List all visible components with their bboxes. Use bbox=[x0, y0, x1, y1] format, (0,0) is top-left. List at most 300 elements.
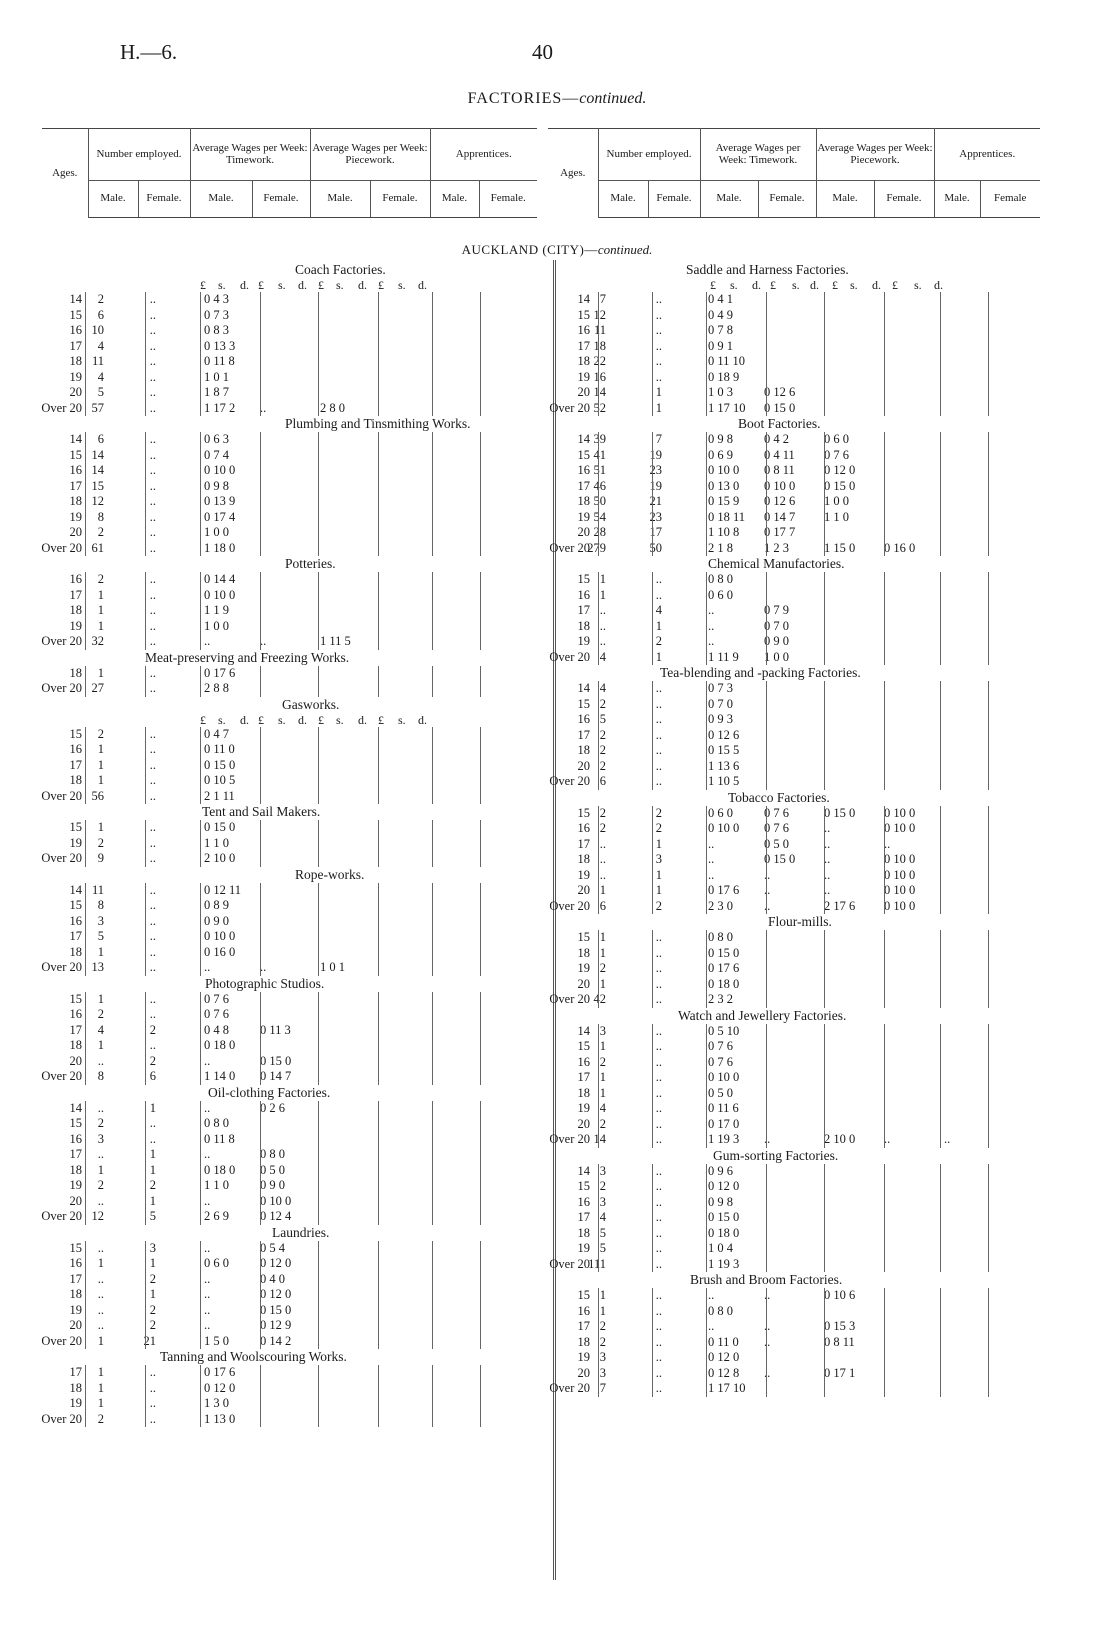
column-rule bbox=[432, 1365, 433, 1427]
timework-male-cell: 0 10 0 bbox=[708, 463, 740, 477]
table-row bbox=[548, 1381, 1044, 1397]
column-rule bbox=[824, 1288, 825, 1397]
table-row bbox=[40, 572, 540, 588]
timework-male-cell: 2 1 11 bbox=[204, 788, 235, 803]
table-row bbox=[40, 758, 540, 774]
column-rule bbox=[884, 292, 885, 416]
apprentice-male-cell: .. bbox=[944, 1132, 951, 1146]
piecework-male-cell: 2 10 0 bbox=[824, 1132, 856, 1146]
piecework-male-cell: 0 17 1 bbox=[824, 1365, 856, 1380]
age-cell: Over 20 bbox=[549, 400, 590, 415]
column-rule bbox=[940, 1164, 941, 1273]
page-title-cont: continued. bbox=[579, 90, 647, 107]
table-row bbox=[548, 992, 1044, 1008]
timework-male-cell: .. bbox=[204, 1302, 211, 1317]
table-row bbox=[548, 806, 1044, 822]
table-row bbox=[548, 1319, 1044, 1335]
female-count-cell: .. bbox=[655, 307, 662, 322]
factory-section bbox=[40, 556, 540, 650]
timework-male-cell: 1 1 9 bbox=[204, 603, 229, 617]
page-title-main: FACTORIES— bbox=[467, 90, 580, 107]
female-count-cell: .. bbox=[149, 681, 156, 695]
female-count-cell: .. bbox=[149, 478, 156, 493]
column-rule bbox=[652, 432, 653, 556]
table-row bbox=[40, 1396, 540, 1412]
timework-male-cell: 2 3 0 bbox=[708, 898, 733, 913]
column-rule bbox=[432, 883, 433, 976]
age-cell: 15 bbox=[69, 1116, 82, 1130]
timework-male-cell: 0 12 0 bbox=[708, 1350, 740, 1364]
table-row bbox=[548, 1101, 1044, 1117]
age-cell: 18 bbox=[577, 354, 590, 368]
timework-male-cell: 0 11 8 bbox=[204, 354, 235, 368]
timework-male-cell: .. bbox=[204, 1100, 211, 1115]
timework-male-cell: .. bbox=[708, 618, 715, 633]
table-row bbox=[548, 401, 1044, 417]
female-count-cell: .. bbox=[149, 726, 156, 741]
column-rule bbox=[480, 1101, 481, 1225]
male-count-cell: 22 bbox=[593, 354, 606, 368]
age-cell: 20 bbox=[577, 883, 590, 897]
column-rule bbox=[200, 1101, 201, 1225]
female-count-cell: .. bbox=[149, 1380, 156, 1395]
male-count-cell: .. bbox=[599, 603, 606, 617]
table-row bbox=[40, 525, 540, 541]
female-count-cell: .. bbox=[655, 1319, 662, 1333]
column-rule bbox=[85, 1101, 86, 1225]
male-count-cell: 2 bbox=[97, 1178, 104, 1192]
age-cell: 17 bbox=[577, 836, 590, 851]
timework-male-cell: 0 18 0 bbox=[204, 1162, 236, 1177]
age-cell: 19 bbox=[577, 634, 590, 648]
table-row bbox=[40, 773, 540, 789]
column-rule bbox=[652, 1024, 653, 1148]
age-cell: 17 bbox=[577, 603, 590, 617]
timework-female-cell: .. bbox=[764, 1288, 771, 1302]
age-cell: 16 bbox=[577, 1054, 590, 1069]
table-row bbox=[40, 1256, 540, 1272]
column-rule bbox=[598, 1288, 599, 1397]
age-cell: 19 bbox=[577, 867, 590, 882]
table-row bbox=[548, 1366, 1044, 1382]
female-count-cell: .. bbox=[655, 587, 662, 602]
lsd-unit: £ bbox=[318, 278, 324, 292]
table-row bbox=[548, 821, 1044, 837]
timework-male-cell: 2 10 0 bbox=[204, 851, 236, 865]
age-cell: 20 bbox=[577, 976, 590, 991]
lsd-unit: £ bbox=[318, 712, 324, 727]
table-row bbox=[548, 977, 1044, 993]
column-rule bbox=[824, 930, 825, 1008]
female-count-cell: .. bbox=[655, 1256, 662, 1271]
timework-male-cell: 0 8 0 bbox=[708, 930, 733, 944]
table-row bbox=[548, 883, 1044, 899]
column-rule bbox=[200, 572, 201, 650]
table-row bbox=[40, 1272, 540, 1288]
age-cell: Over 20 bbox=[41, 1209, 82, 1223]
timework-male-cell: 0 18 0 bbox=[708, 1225, 740, 1240]
column-header-left bbox=[42, 128, 537, 218]
column-rule bbox=[432, 666, 433, 697]
factory-section bbox=[548, 556, 1044, 665]
female-count-cell: 23 bbox=[649, 463, 662, 477]
male-count-cell: 1 bbox=[599, 930, 606, 944]
factory-section bbox=[548, 416, 1044, 556]
timework-male-cell: 0 6 3 bbox=[204, 432, 229, 446]
timework-male-cell: 0 10 0 bbox=[708, 821, 740, 835]
female-count-cell: .. bbox=[149, 1007, 156, 1021]
age-cell: 20 bbox=[577, 758, 590, 773]
timework-male-cell: .. bbox=[708, 852, 715, 866]
column-rule bbox=[378, 1101, 379, 1225]
report-code: H.—6. bbox=[120, 40, 178, 64]
lsd-unit: £ bbox=[378, 712, 384, 727]
table-row bbox=[548, 1195, 1044, 1211]
age-cell: 19 bbox=[69, 369, 82, 384]
column-rule bbox=[706, 681, 707, 790]
table-row bbox=[40, 1303, 540, 1319]
column-rule bbox=[988, 1288, 989, 1397]
column-rule bbox=[260, 1241, 261, 1350]
age-cell: 19 bbox=[69, 1302, 82, 1317]
timework-male-cell: 1 11 9 bbox=[708, 649, 739, 664]
piecework-male-cell: .. bbox=[824, 852, 831, 866]
female-count-cell: .. bbox=[149, 991, 156, 1006]
male-count-cell: 16 bbox=[593, 369, 606, 384]
age-cell: 19 bbox=[577, 961, 590, 975]
age-cell: 16 bbox=[69, 1131, 82, 1146]
male-count-cell: 14 bbox=[91, 447, 104, 462]
female-count-cell: .. bbox=[655, 1303, 662, 1318]
header-apprentices: Apprentices. bbox=[934, 129, 1040, 181]
column-rule bbox=[480, 727, 481, 805]
female-count-cell: .. bbox=[655, 743, 662, 757]
column-rule bbox=[378, 432, 379, 556]
lsd-unit: £ bbox=[378, 278, 384, 292]
factory-section bbox=[40, 416, 540, 556]
female-count-cell: .. bbox=[149, 1131, 156, 1146]
timework-male-cell: 0 17 6 bbox=[708, 961, 740, 975]
section-title: Plumbing and Tinsmithing Works. bbox=[285, 416, 471, 431]
column-rule bbox=[766, 1164, 767, 1273]
male-count-cell: 5 bbox=[97, 385, 104, 399]
piecework-female-cell: .. bbox=[884, 836, 891, 851]
timework-male-cell: 0 9 8 bbox=[708, 1194, 733, 1209]
female-count-cell: .. bbox=[149, 1365, 156, 1379]
table-row bbox=[548, 603, 1044, 619]
column-rule bbox=[988, 1024, 989, 1148]
male-count-cell: 1 bbox=[97, 587, 104, 602]
age-cell: 17 bbox=[577, 1319, 590, 1333]
timework-male-cell: 1 19 3 bbox=[708, 1132, 740, 1146]
age-cell: 18 bbox=[69, 665, 82, 680]
city-cont: continued. bbox=[597, 242, 653, 257]
factory-section bbox=[40, 650, 540, 697]
male-count-cell: 8 bbox=[97, 1069, 104, 1083]
table-row bbox=[548, 385, 1044, 401]
female-count-cell: .. bbox=[655, 1288, 662, 1302]
column-rule bbox=[200, 666, 201, 697]
male-count-cell: 1 bbox=[599, 587, 606, 602]
column-rule bbox=[884, 1164, 885, 1273]
column-rule bbox=[200, 820, 201, 867]
female-count-cell: .. bbox=[149, 603, 156, 617]
male-count-cell: 2 bbox=[599, 1319, 606, 1333]
column-rule bbox=[706, 1288, 707, 1397]
piecework-male-cell: 1 11 5 bbox=[320, 634, 351, 648]
male-count-cell: 1 bbox=[97, 1333, 104, 1348]
column-rule bbox=[988, 681, 989, 790]
table-row bbox=[548, 712, 1044, 728]
column-rule bbox=[378, 666, 379, 697]
male-count-cell: 1 bbox=[97, 1396, 104, 1410]
table-row bbox=[40, 1023, 540, 1039]
piecework-male-cell: .. bbox=[824, 821, 831, 835]
column-rule bbox=[884, 806, 885, 915]
female-count-cell: .. bbox=[149, 835, 156, 850]
female-count-cell: .. bbox=[655, 930, 662, 944]
lsd-unit: d. bbox=[358, 712, 367, 727]
header-female: Female. bbox=[252, 180, 310, 217]
header-male: Male. bbox=[190, 180, 252, 217]
male-count-cell: .. bbox=[599, 852, 606, 866]
piecework-male-cell: 1 0 0 bbox=[824, 494, 849, 508]
column-rule bbox=[988, 572, 989, 665]
table-row bbox=[40, 401, 540, 417]
age-cell: 16 bbox=[577, 1303, 590, 1318]
column-rule bbox=[145, 1101, 146, 1225]
male-count-cell: 14 bbox=[593, 1132, 606, 1146]
column-rule bbox=[824, 681, 825, 790]
factory-section bbox=[548, 790, 1044, 915]
age-cell: 20 bbox=[69, 1318, 82, 1332]
age-cell: 18 bbox=[577, 852, 590, 866]
timework-female-cell: 0 15 0 bbox=[764, 852, 796, 866]
timework-male-cell: 0 5 10 bbox=[708, 1023, 740, 1038]
lsd-unit: £ bbox=[770, 278, 776, 292]
lsd-unit: d. bbox=[240, 712, 249, 727]
timework-male-cell: .. bbox=[708, 634, 715, 648]
male-count-cell: 4 bbox=[599, 649, 606, 664]
male-count-cell: 2 bbox=[599, 1116, 606, 1131]
header-piecework: Average Wages per Week: Piecework. bbox=[816, 129, 934, 181]
column-rule bbox=[432, 820, 433, 867]
female-count-cell: 2 bbox=[149, 1178, 156, 1192]
female-count-cell: .. bbox=[655, 1241, 662, 1255]
timework-female-cell: 0 14 2 bbox=[260, 1333, 292, 1348]
timework-female-cell: 0 7 6 bbox=[764, 821, 789, 835]
section-rows bbox=[548, 806, 1044, 915]
timework-male-cell: 0 6 0 bbox=[708, 587, 733, 602]
table-row bbox=[548, 681, 1044, 697]
column-rule bbox=[652, 292, 653, 416]
section-rows bbox=[40, 572, 540, 650]
male-count-cell: 11 bbox=[91, 882, 104, 897]
table-row bbox=[40, 634, 540, 650]
table-row bbox=[40, 1287, 540, 1303]
female-count-cell: 2 bbox=[149, 1318, 156, 1332]
piecework-male-cell: 0 6 0 bbox=[824, 432, 849, 446]
column-rule bbox=[200, 992, 201, 1085]
female-count-cell: .. bbox=[655, 1039, 662, 1053]
column-rule bbox=[432, 727, 433, 805]
column-rule bbox=[706, 432, 707, 556]
table-row bbox=[548, 1164, 1044, 1180]
timework-male-cell: 1 0 1 bbox=[204, 369, 229, 384]
timework-male-cell: 0 16 0 bbox=[204, 944, 236, 959]
female-count-cell: .. bbox=[149, 400, 156, 415]
column-rule bbox=[824, 572, 825, 665]
timework-male-cell: 1 10 5 bbox=[708, 774, 740, 788]
column-rule bbox=[378, 292, 379, 416]
female-count-cell: 5 bbox=[149, 1209, 156, 1223]
column-rule bbox=[432, 572, 433, 650]
age-cell: 14 bbox=[577, 1023, 590, 1038]
piecework-female-cell: 0 10 0 bbox=[884, 883, 916, 897]
table-row bbox=[548, 1070, 1044, 1086]
age-cell: Over 20 bbox=[41, 960, 82, 974]
male-count-cell: 1 bbox=[97, 820, 104, 834]
male-count-cell: 2 bbox=[599, 1179, 606, 1193]
column-rule bbox=[200, 432, 201, 556]
piecework-female-cell: 0 10 0 bbox=[884, 898, 916, 913]
timework-female-cell: .. bbox=[764, 1319, 771, 1333]
female-count-cell: .. bbox=[655, 1194, 662, 1209]
timework-female-cell: .. bbox=[764, 898, 771, 913]
column-rule bbox=[766, 681, 767, 790]
lsd-unit: £ bbox=[200, 712, 206, 727]
timework-male-cell: 0 12 6 bbox=[708, 727, 740, 742]
header-female: Female. bbox=[874, 180, 934, 217]
timework-female-cell: .. bbox=[260, 634, 267, 648]
timework-male-cell: 1 0 4 bbox=[708, 1241, 733, 1255]
male-count-cell: 1 bbox=[599, 1070, 606, 1084]
female-count-cell: .. bbox=[149, 898, 156, 912]
female-count-cell: .. bbox=[149, 1411, 156, 1426]
factory-section bbox=[548, 665, 1044, 790]
timework-male-cell: 1 3 0 bbox=[204, 1396, 229, 1410]
column-rule bbox=[145, 992, 146, 1085]
timework-male-cell: 0 4 1 bbox=[708, 292, 733, 306]
male-count-cell: 4 bbox=[97, 369, 104, 384]
piecework-male-cell: 2 17 6 bbox=[824, 898, 856, 913]
column-rule bbox=[598, 1164, 599, 1273]
timework-male-cell: 1 5 0 bbox=[204, 1333, 229, 1348]
female-count-cell: .. bbox=[149, 385, 156, 399]
female-count-cell: .. bbox=[149, 525, 156, 539]
timework-female-cell: 0 11 3 bbox=[260, 1022, 291, 1037]
section-title: Chemical Manufactories. bbox=[708, 556, 845, 571]
female-count-cell: .. bbox=[149, 851, 156, 865]
female-count-cell: 1 bbox=[655, 883, 662, 897]
age-cell: 14 bbox=[577, 292, 590, 306]
age-cell: 19 bbox=[577, 1101, 590, 1115]
column-rule bbox=[145, 666, 146, 697]
column-rule bbox=[884, 432, 885, 556]
column-rule bbox=[85, 820, 86, 867]
age-cell: 15 bbox=[69, 447, 82, 462]
table-row bbox=[40, 1334, 540, 1350]
female-count-cell: .. bbox=[149, 757, 156, 772]
table-row bbox=[40, 354, 540, 370]
column-rule bbox=[200, 1241, 201, 1350]
header-male: Male. bbox=[816, 180, 874, 217]
female-count-cell: .. bbox=[149, 634, 156, 648]
male-count-cell: 2 bbox=[599, 758, 606, 773]
column-rule bbox=[318, 883, 319, 976]
timework-male-cell: 0 8 0 bbox=[204, 1116, 229, 1130]
female-count-cell: .. bbox=[149, 509, 156, 524]
lsd-unit: s. bbox=[336, 278, 344, 292]
timework-female-cell: 0 9 0 bbox=[260, 1178, 285, 1192]
female-count-cell: .. bbox=[149, 540, 156, 555]
female-count-cell: 2 bbox=[149, 1053, 156, 1068]
timework-female-cell: 0 7 6 bbox=[764, 805, 789, 820]
column-rule bbox=[318, 1241, 319, 1350]
male-count-cell: 2 bbox=[97, 726, 104, 741]
age-cell: 16 bbox=[69, 572, 82, 586]
age-cell: 15 bbox=[69, 1240, 82, 1255]
column-rule bbox=[884, 930, 885, 1008]
timework-male-cell: 0 10 5 bbox=[204, 773, 236, 787]
age-cell: 16 bbox=[577, 821, 590, 835]
age-cell: 18 bbox=[69, 1038, 82, 1052]
section-title: Tobacco Factories. bbox=[728, 789, 830, 805]
table-row bbox=[40, 1241, 540, 1257]
age-cell: 17 bbox=[577, 1070, 590, 1084]
age-cell: 20 bbox=[577, 1116, 590, 1131]
column-rule bbox=[988, 292, 989, 416]
column-rule bbox=[432, 292, 433, 416]
column-rule bbox=[318, 1365, 319, 1427]
timework-male-cell: 0 11 10 bbox=[708, 354, 746, 368]
column-rule bbox=[824, 806, 825, 915]
male-count-cell: 7 bbox=[599, 292, 606, 306]
piecework-male-cell: .. bbox=[824, 867, 831, 882]
piecework-male-cell: 2 8 0 bbox=[320, 400, 345, 415]
timework-male-cell: 1 17 10 bbox=[708, 400, 746, 415]
column-rule bbox=[200, 1365, 201, 1427]
female-count-cell: .. bbox=[149, 587, 156, 602]
city-heading bbox=[0, 242, 1114, 258]
male-count-cell: 1 bbox=[97, 1038, 104, 1052]
age-cell: 15 bbox=[577, 1179, 590, 1193]
column-rule bbox=[145, 432, 146, 556]
column-rule bbox=[480, 572, 481, 650]
male-count-cell: 1 bbox=[599, 1303, 606, 1318]
column-rule bbox=[200, 727, 201, 805]
section-title: Meat-preserving and Freezing Works. bbox=[145, 649, 350, 665]
male-count-cell: 1 bbox=[97, 1380, 104, 1395]
age-cell: 16 bbox=[69, 323, 82, 337]
section-rows bbox=[40, 992, 540, 1085]
age-cell: 17 bbox=[69, 1271, 82, 1286]
timework-male-cell: 0 9 3 bbox=[708, 712, 733, 726]
table-row bbox=[40, 960, 540, 976]
age-cell: 15 bbox=[69, 898, 82, 912]
header-ages: Ages. bbox=[42, 129, 88, 218]
timework-female-cell: .. bbox=[764, 883, 771, 897]
age-cell: 20 bbox=[577, 385, 590, 399]
column-rule bbox=[480, 1365, 481, 1427]
female-count-cell: 6 bbox=[149, 1069, 156, 1083]
age-cell: Over 20 bbox=[549, 774, 590, 788]
table-row bbox=[548, 1117, 1044, 1133]
table-row bbox=[548, 448, 1044, 464]
age-cell: Over 20 bbox=[41, 1333, 82, 1348]
male-count-cell: 11 bbox=[593, 323, 606, 337]
column-rule bbox=[145, 820, 146, 867]
